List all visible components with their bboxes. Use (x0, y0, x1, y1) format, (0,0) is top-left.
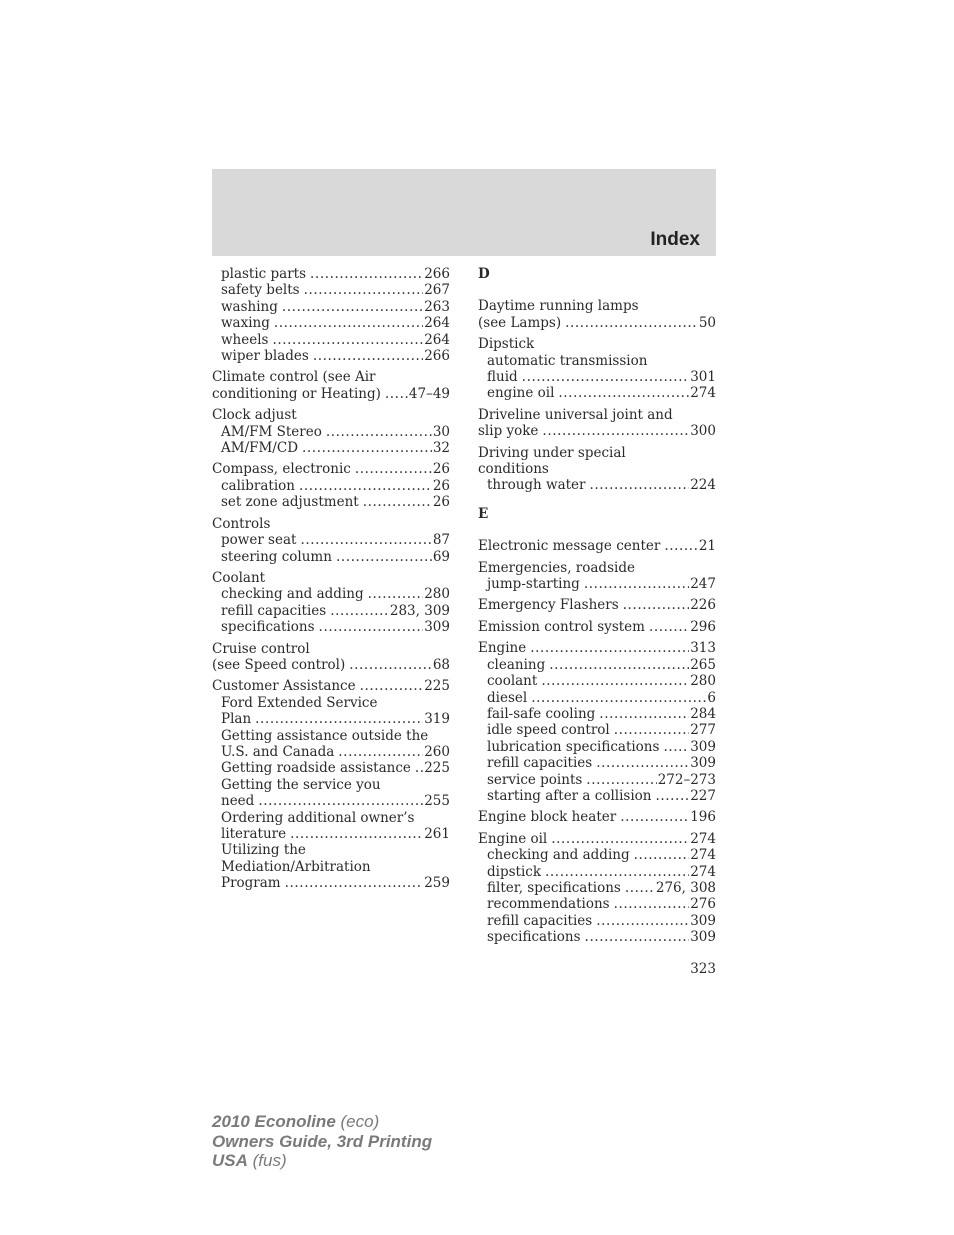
footer-line-3 (212, 1151, 432, 1171)
footer-model: 2010 Econoline (212, 1112, 336, 1131)
index-subentry-line (212, 744, 450, 760)
entry-text: set zone adjustment (221, 494, 359, 511)
index-entry (478, 597, 716, 613)
footer (212, 1112, 432, 1171)
entry-text: through water (487, 477, 586, 494)
dot-leader (586, 772, 656, 788)
entry-text: idle speed control (487, 722, 610, 739)
index-entry (212, 266, 450, 364)
index-subentry-line (212, 875, 450, 891)
entry-text: dipstick (487, 863, 542, 880)
entry-text: power seat (221, 532, 297, 549)
entry-text: plastic parts (221, 266, 307, 282)
dot-leader (326, 424, 432, 440)
index-entry-line (478, 445, 716, 461)
index-subentry-line (212, 619, 450, 635)
entry-text: Ford Extended Service (221, 694, 378, 711)
entry-text: Program (221, 875, 281, 892)
entry-page-ref: 296 (690, 618, 716, 635)
entry-text: Getting roadside assistance (221, 760, 411, 777)
entry-page-ref: 263 (424, 298, 450, 315)
entry-text: service points (487, 771, 583, 788)
index-entry-line (478, 640, 716, 656)
entry-page-ref: 68 (432, 656, 450, 673)
entry-text: AM/FM/CD (221, 440, 299, 457)
dot-leader (300, 532, 431, 548)
index-subentry-line (212, 728, 450, 744)
index-subentry-line (212, 793, 450, 809)
dot-leader (541, 673, 689, 689)
entry-page-ref: 280 (690, 673, 716, 690)
entry-page-ref: 265 (690, 656, 716, 673)
dot-leader (302, 440, 432, 456)
index-subentry-line (212, 777, 450, 793)
index-subentry-line (478, 739, 716, 755)
entry-text: Emission control system (478, 618, 645, 635)
entry-text: jump-starting (487, 576, 580, 593)
entry-text: checking and adding (487, 847, 630, 864)
index-entry-line (212, 570, 450, 586)
entry-text: Emergency Flashers (478, 597, 619, 614)
footer-line-1 (212, 1112, 432, 1132)
entry-text: Emergencies, roadside (478, 559, 635, 576)
entry-page-ref: 276 (690, 896, 716, 913)
dot-leader (255, 711, 423, 727)
dot-leader (299, 478, 432, 494)
entry-page-ref: 313 (690, 640, 716, 657)
dot-leader (634, 847, 690, 863)
entry-page-ref: 274 (690, 385, 716, 402)
dot-leader (558, 385, 689, 401)
section-letter-d: D (478, 266, 490, 282)
dot-leader (664, 538, 697, 554)
dot-leader (623, 597, 690, 613)
index-entry-line (478, 407, 716, 423)
dot-leader (285, 875, 424, 891)
index-entry-line (212, 386, 450, 402)
entry-text: refill capacities (221, 602, 327, 619)
index-subentry-line (212, 826, 450, 842)
dot-leader (663, 739, 689, 755)
entry-text: Driveline universal joint and (478, 406, 673, 423)
entry-text: starting after a collision (487, 787, 652, 804)
dot-leader (625, 880, 655, 896)
index-entry-line (478, 560, 716, 576)
index-subentry-line (478, 690, 716, 706)
entry-page-ref: 224 (690, 477, 716, 494)
dot-leader (585, 929, 690, 945)
dot-leader (274, 315, 423, 331)
index-entry (478, 560, 716, 593)
index-entry (478, 538, 716, 554)
dot-leader (310, 266, 423, 282)
entry-text: (see Lamps) (478, 314, 562, 331)
entry-page-ref: 264 (424, 331, 450, 348)
entry-page-ref: 283, 309 (389, 602, 450, 619)
entry-text: washing (221, 298, 278, 315)
index-entry (212, 407, 450, 456)
entry-text: AM/FM Stereo (221, 423, 322, 440)
entry-page-ref: 309 (690, 755, 716, 772)
e-entries (478, 538, 716, 945)
index-subentry-line (478, 896, 716, 912)
index-entry-line (478, 298, 716, 314)
entry-text: wiper blades (221, 348, 309, 365)
index-subentry-line (478, 369, 716, 385)
entry-page-ref: 30 (432, 423, 450, 440)
index-entry-line (212, 461, 450, 477)
dot-leader (319, 619, 424, 635)
entry-page-ref: 309 (424, 619, 450, 636)
dot-leader (282, 299, 423, 315)
entry-text: Customer Assistance (212, 678, 356, 695)
entry-text: Electronic message center (478, 538, 661, 555)
index-entry-line (478, 538, 716, 554)
entry-text: fluid (487, 369, 518, 386)
entry-page-ref: 309 (690, 738, 716, 755)
dot-leader (584, 576, 689, 592)
index-subentry-line (478, 657, 716, 673)
entry-text: Utilizing the (221, 842, 306, 859)
dot-leader (620, 809, 689, 825)
index-subentry-line (478, 385, 716, 401)
entry-page-ref: 266 (424, 348, 450, 365)
entry-page-ref: 267 (424, 282, 450, 299)
entry-page-ref: 309 (690, 929, 716, 946)
entry-text: coolant (487, 673, 538, 690)
dot-leader (542, 423, 689, 439)
dot-leader (385, 386, 408, 402)
entry-text: diesel (487, 689, 528, 706)
index-entry-line (478, 597, 716, 613)
dot-leader (338, 744, 423, 760)
footer-line-2 (212, 1132, 432, 1152)
index-subentry-line (212, 332, 450, 348)
index-subentry-line (212, 494, 450, 510)
index-subentry-line (212, 532, 450, 548)
entry-text: Coolant (212, 569, 266, 586)
dot-leader (349, 657, 432, 673)
index-entry-line (478, 461, 716, 477)
entry-page-ref: 260 (424, 743, 450, 760)
entry-page-ref: 274 (690, 863, 716, 880)
index-entry-line (478, 336, 716, 352)
index-subentry-line (478, 477, 716, 493)
index-entry (478, 445, 716, 494)
index-entry (212, 641, 450, 674)
entry-text: lubrication specifications (487, 738, 660, 755)
entry-page-ref: 264 (424, 315, 450, 332)
index-subentry-line (212, 603, 450, 619)
index-entry (478, 619, 716, 635)
index-entry-line (212, 369, 450, 385)
entry-page-ref: 274 (690, 830, 716, 847)
index-entry (212, 570, 450, 636)
dot-leader (596, 755, 689, 771)
dot-leader (360, 678, 424, 694)
dot-leader (336, 549, 432, 565)
entry-page-ref: 266 (424, 266, 450, 282)
dot-leader (545, 864, 689, 880)
page-title: Index (650, 229, 700, 250)
index-subentry-line (212, 711, 450, 727)
index-entry (212, 678, 450, 891)
entry-text: waxing (221, 315, 270, 332)
entry-page-ref: 6 (707, 689, 716, 706)
section-letter-e: E (478, 505, 489, 522)
index-entry (212, 516, 450, 565)
dot-leader (549, 657, 689, 673)
entry-page-ref: 26 (432, 477, 450, 494)
index-entry-line (478, 619, 716, 635)
dot-leader (530, 640, 689, 656)
index-entry-line (478, 831, 716, 847)
dot-leader (363, 494, 432, 510)
entry-text: Mediation/Arbitration (221, 858, 371, 875)
index-entry (478, 298, 716, 331)
dot-leader (290, 826, 423, 842)
index-subentry-line (478, 353, 716, 369)
entry-text: Driving under special (478, 444, 626, 461)
entry-text: conditions (478, 461, 549, 478)
entry-page-ref: 272–273 (657, 771, 716, 788)
index-subentry-line (478, 929, 716, 945)
entry-page-ref: 26 (432, 461, 450, 478)
dot-leader (599, 706, 689, 722)
index-entry (478, 407, 716, 440)
entry-text: safety belts (221, 282, 300, 299)
entry-text: Clock adjust (212, 407, 297, 424)
dot-leader (272, 332, 423, 348)
index-subentry-line (212, 586, 450, 602)
entry-text: Climate control (see Air (212, 369, 376, 386)
index-subentry-line (478, 772, 716, 788)
index-entry (478, 831, 716, 946)
index-subentry-line (212, 859, 450, 875)
index-subentry-line (212, 299, 450, 315)
index-subentry-line (478, 722, 716, 738)
index-subentry-line (478, 706, 716, 722)
index-subentry-line (212, 348, 450, 364)
entry-page-ref: 259 (424, 875, 450, 892)
index-entry-line (478, 809, 716, 825)
entry-text: steering column (221, 548, 332, 565)
entry-page-ref: 255 (424, 793, 450, 810)
entry-page-ref: 225 (424, 678, 450, 695)
index-entry-line (478, 423, 716, 439)
dot-leader (531, 690, 706, 706)
index-entry (212, 369, 450, 402)
dot-leader (614, 896, 690, 912)
dot-leader (313, 348, 423, 364)
index-column-left (212, 266, 450, 892)
entry-text: refill capacities (487, 755, 593, 772)
entry-text: need (221, 793, 255, 810)
index-subentry-line (212, 842, 450, 858)
index-subentry-line (478, 673, 716, 689)
dot-leader (304, 282, 424, 298)
entry-page-ref: 301 (690, 369, 716, 386)
entry-text: Compass, electronic (212, 461, 351, 478)
entry-page-ref: 276, 308 (655, 879, 716, 896)
entry-text: specifications (487, 929, 581, 946)
index-entry-line (212, 657, 450, 673)
footer-market-code: (fus) (252, 1151, 287, 1170)
dot-leader (330, 603, 389, 619)
entry-text: Daytime running lamps (478, 298, 639, 315)
entry-text: Cruise control (212, 640, 310, 657)
entry-text: fail-safe cooling (487, 705, 596, 722)
entry-text: engine oil (487, 385, 555, 402)
entry-text: wheels (221, 331, 269, 348)
entry-page-ref: 280 (424, 586, 450, 603)
entry-page-ref: 274 (690, 847, 716, 864)
entry-page-ref: 309 (690, 912, 716, 929)
entry-text: checking and adding (221, 586, 364, 603)
index-subentry-line (212, 549, 450, 565)
index-entry-line (478, 315, 716, 331)
dot-leader (258, 793, 423, 809)
entry-text: Engine oil (478, 830, 548, 847)
entry-page-ref: 261 (424, 826, 450, 842)
entry-text: refill capacities (487, 912, 593, 929)
index-subentry-line (212, 424, 450, 440)
page-number: 323 (690, 961, 716, 977)
dot-leader (596, 913, 689, 929)
dot-leader (614, 722, 689, 738)
entry-page-ref: 69 (432, 548, 450, 565)
entry-text: Ordering additional owner’s (221, 809, 415, 826)
d-entries (478, 298, 716, 493)
index-entry-line (212, 407, 450, 423)
index-subentry-line (212, 282, 450, 298)
entry-page-ref: 26 (432, 494, 450, 511)
dot-leader (522, 369, 690, 385)
entry-page-ref: 50 (698, 314, 716, 331)
index-subentry-line (212, 810, 450, 826)
dot-leader (649, 619, 689, 635)
entry-page-ref: 47–49 (408, 385, 450, 402)
entry-text: slip yoke (478, 423, 539, 440)
entry-text: literature (221, 826, 287, 842)
index-subentry-line (212, 760, 450, 776)
entry-page-ref: 300 (690, 423, 716, 440)
entry-page-ref: 319 (424, 711, 450, 728)
entry-text: Dipstick (478, 336, 535, 353)
footer-guide: Owners Guide, 3rd Printing (212, 1131, 433, 1151)
footer-model-code: (eco) (340, 1112, 380, 1131)
index-column-right (478, 266, 716, 946)
index-entry (478, 809, 716, 825)
entry-page-ref: 87 (432, 532, 450, 549)
index-entry-line (212, 678, 450, 694)
entry-text: Engine (478, 640, 527, 657)
dot-leader (551, 831, 689, 847)
index-subentry-line (212, 695, 450, 711)
entry-text: filter, specifications (487, 879, 621, 896)
dot-leader (565, 315, 698, 331)
entry-page-ref: 226 (690, 597, 716, 614)
entry-page-ref: 247 (690, 576, 716, 593)
index-subentry-line (478, 788, 716, 804)
entry-text: calibration (221, 477, 295, 494)
entry-text: recommendations (487, 896, 610, 913)
entry-page-ref: 227 (690, 787, 716, 804)
entry-page-ref: 21 (698, 538, 716, 555)
header-band (212, 169, 716, 256)
entry-text: Plan (221, 711, 252, 728)
entry-text: Controls (212, 515, 271, 532)
index-subentry-line (478, 864, 716, 880)
entry-page-ref: 32 (432, 440, 450, 457)
entry-page-ref: 196 (690, 809, 716, 826)
dot-leader (355, 461, 432, 477)
entry-text: Getting assistance outside the (221, 727, 429, 744)
index-entry-line (212, 641, 450, 657)
index-subentry-line (478, 755, 716, 771)
dot-leader (655, 788, 689, 804)
index-subentry-line (478, 880, 716, 896)
entry-text: U.S. and Canada (221, 743, 335, 760)
index-subentry-line (478, 913, 716, 929)
index-entry (478, 640, 716, 804)
entry-page-ref: 284 (690, 705, 716, 722)
entry-text: (see Speed control) (212, 656, 346, 673)
footer-market: USA (212, 1151, 248, 1170)
entry-text: conditioning or Heating) (212, 385, 381, 402)
index-subentry-line (478, 576, 716, 592)
index-subentry-line (212, 440, 450, 456)
entry-text: Engine block heater (478, 809, 617, 826)
index-entry-line (212, 516, 450, 532)
index-subentry-line (478, 847, 716, 863)
entry-text: specifications (221, 619, 315, 636)
index-subentry-line (212, 266, 450, 282)
index-subentry-line (212, 478, 450, 494)
dot-leader (368, 586, 424, 602)
dot-leader (415, 760, 423, 776)
entry-text: Getting the service you (221, 776, 381, 793)
dot-leader (590, 477, 690, 493)
index-entry (212, 461, 450, 510)
entry-page-ref: 277 (690, 722, 716, 739)
index-subentry-line (212, 315, 450, 331)
entry-text: automatic transmission (487, 352, 648, 369)
entry-page-ref: 225 (424, 760, 450, 777)
index-entry (478, 336, 716, 402)
entry-text: cleaning (487, 656, 546, 673)
